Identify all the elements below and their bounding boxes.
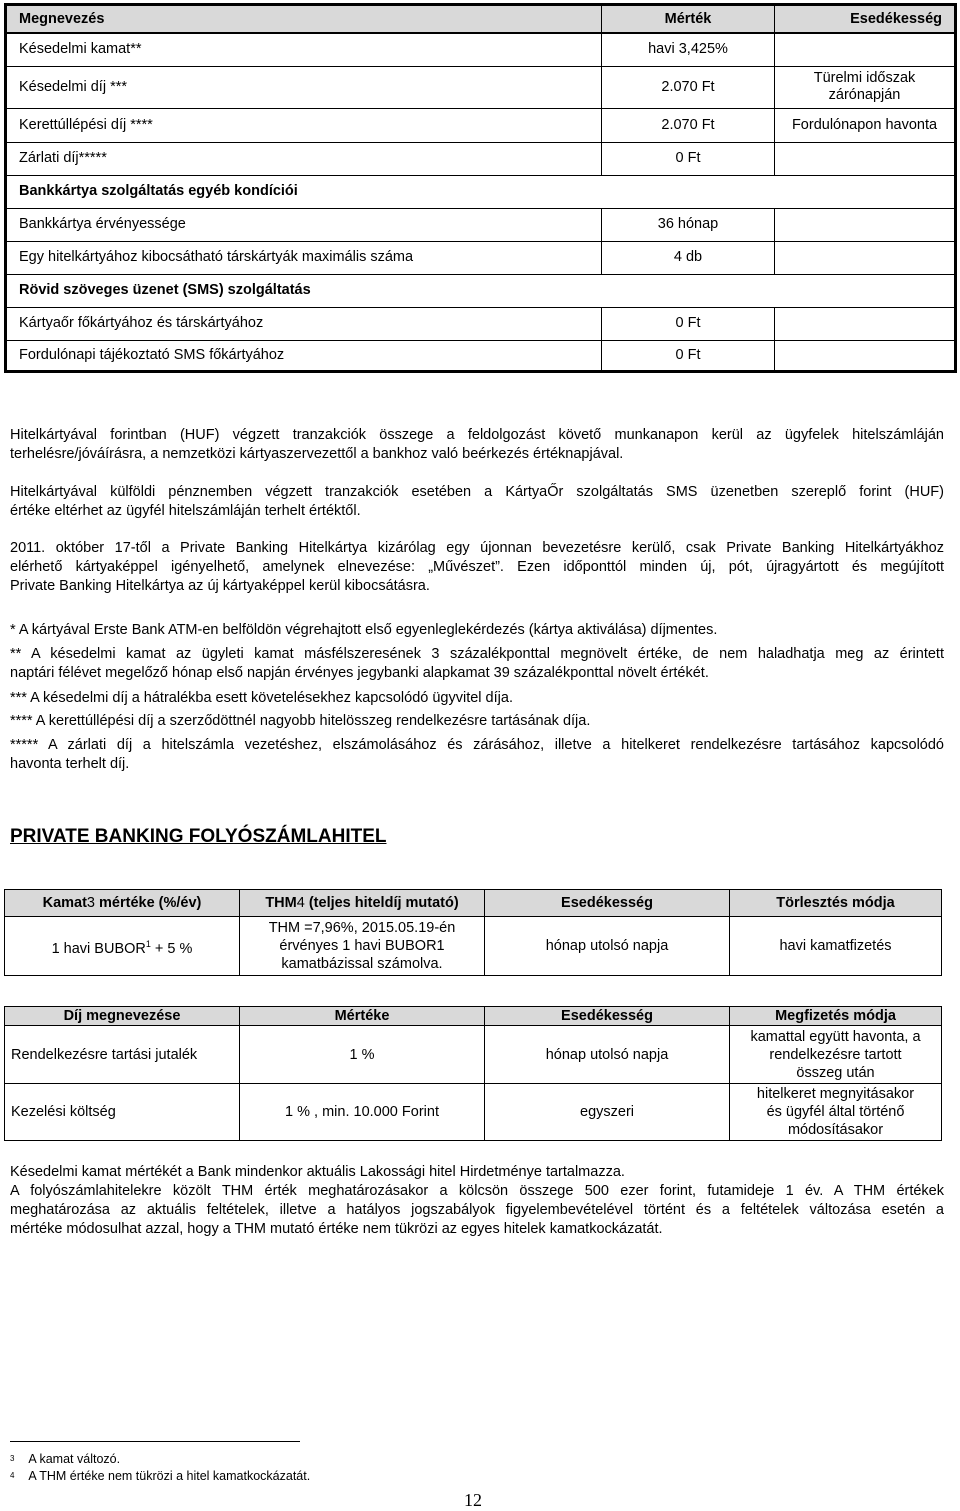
row-name: Fordulónapi tájékoztató SMS főkártyához [6, 340, 602, 371]
table-row [6, 241, 956, 274]
note-2: ** A késedelmi kamat az ügyleti kamat másfélszeresének 3 százalékponttal megnövelt értéke, de nem haladhatja meg az érintett naptári félévet megelőző hónap első napján érvényes jegybanki alapkamat 39 százalékponttal növelt értékét. [10, 646, 944, 681]
row-name: Kerettúllépési díj **** [6, 108, 602, 142]
fee-name: Rendelkezésre tartási jutalék [5, 1026, 240, 1084]
table-row [6, 66, 956, 108]
header-rate: Kamat3 mértéke (%/év) [5, 890, 240, 917]
row-due [775, 340, 956, 371]
footnote-3: $^3$ A kamat változó. [10, 1452, 121, 1466]
repayment-value: havi kamatfizetés [730, 917, 942, 976]
row-due [775, 241, 956, 274]
section-heading: PRIVATE BANKING FOLYÓSZÁMLAHITEL [10, 826, 387, 847]
due-value: hónap utolsó napja [485, 917, 730, 976]
row-due [775, 208, 956, 241]
footnote-4: $^4$ A THM értéke nem tükrözi a hitel kamatkockázatát. [10, 1469, 311, 1483]
row-name: Késedelmi díj *** [6, 66, 602, 108]
rate-table-header [5, 890, 942, 917]
fee-due: hónap utolsó napja [485, 1026, 730, 1084]
fee-name: Kezelési költség [5, 1084, 240, 1141]
note-1: * A kártyával Erste Bank ATM-en belföldön végrehajtott első egyenleglekérdezés (kártya aktiválása) díjmentes. [10, 622, 718, 638]
header-due: Esedékesség [485, 890, 730, 917]
section-title: Bankkártya szolgáltatás egyéb kondíciói [6, 175, 956, 208]
fee-due: egyszeri [485, 1084, 730, 1141]
row-due [775, 33, 956, 66]
thm-value: THM =7,96%, 2015.05.19-én érvényes 1 havi BUBOR1 kamatbázissal számolva. [240, 917, 485, 976]
paragraph-foreign: Hitelkártyával külföldi pénznemben végzett tranzakciók esetében a KártyaŐr szolgáltatás SMS üzenetben szereplő forint (HUF) értéke eltérhet az ügyfél hitelszámláján terhelt értéktől. [10, 484, 944, 519]
header-thm: THM4 (teljes hiteldíj mutató) [240, 890, 485, 917]
row-due [775, 142, 956, 175]
table-row [6, 340, 956, 371]
header-value: Mérték [602, 5, 775, 34]
row-value: 0 Ft [602, 142, 775, 175]
fee-value: 1 % , min. 10.000 Forint [240, 1084, 485, 1141]
fee-payment: kamattal együtt havonta, a rendelkezésre tartott összeg után [730, 1026, 942, 1084]
section-row [6, 274, 956, 307]
table-row [6, 142, 956, 175]
header-fee-name: Díj megnevezése [5, 1007, 240, 1026]
row-name: Egy hitelkártyához kibocsátható társkártyák maximális száma [6, 241, 602, 274]
fee-value: 1 % [240, 1026, 485, 1084]
rate-value: 1 havi $BUBOR^1 + 5$ % [5, 917, 240, 976]
row-due: Fordulónapon havonta [775, 108, 956, 142]
footnote-divider [10, 1441, 300, 1442]
table-row [6, 108, 956, 142]
paragraph-huf: Hitelkártyával forintban (HUF) végzett tranzakciók összege a feldolgozást követő munkanapon kerül az ügyfelek hitelszámláján terhelésre/jóváírásra, a nemzetközi kártyaszervezettől a bankhoz való beérkezés értéknapjával. [10, 427, 944, 462]
table-row [6, 208, 956, 241]
row-due: Türelmi időszak zárónapján [775, 66, 956, 108]
paragraph-thm-info: Késedelmi kamat mértékét a Bank mindenkor aktuális Lakossági hitel Hirdetménye tartalmazza. A folyószámlahitelekre közölt THM érték meghatározásakor a kölcsön összege 500 ezer forint, futamideje 1 év. A THM értékek meghatározása az aktuális feltételek, illetve a hatályos jogszabályok figyelembevételével történt és a feltételek változása esetén a mértéke módosulhat azzal, hogy a THM mutató értéke nem tükrözi az egyes hitelek kamatkockázatát. [10, 1164, 944, 1237]
header-fee-value: Mértéke [240, 1007, 485, 1026]
fee-table-2-header [5, 1007, 942, 1026]
row-name: Bankkártya érvényessége [6, 208, 602, 241]
header-due: Esedékesség [775, 5, 956, 34]
section-row [6, 175, 956, 208]
row-value: 2.070 Ft [602, 108, 775, 142]
note-4: **** A kerettúllépési díj a szerződöttnél nagyobb hitelösszeg rendelkezésre tartásának díja. [10, 713, 591, 729]
fee-table [4, 3, 957, 373]
header-repayment: Törlesztés módja [730, 890, 942, 917]
header-name: Megnevezés [6, 5, 602, 34]
row-value: 36 hónap [602, 208, 775, 241]
section-title: Rövid szöveges üzenet (SMS) szolgáltatás [6, 274, 956, 307]
row-value: 0 Ft [602, 307, 775, 340]
row-due [775, 307, 956, 340]
table-row [6, 33, 956, 66]
table-row [5, 1084, 942, 1141]
table-row [5, 1026, 942, 1084]
row-value: 0 Ft [602, 340, 775, 371]
row-value: havi 3,425% [602, 33, 775, 66]
row-name: Zárlati díj***** [6, 142, 602, 175]
fee-payment: hitelkeret megnyitásakor és ügyfél által történő módosításakor [730, 1084, 942, 1141]
fee-table-2 [4, 1006, 942, 1141]
rate-table [4, 889, 942, 976]
row-value: 4 db [602, 241, 775, 274]
fee-table-header [6, 5, 956, 34]
paragraph-private-banking-card: 2011. október 17-től a Private Banking Hitelkártya kizárólag egy újonnan bevezetésre kerülő, csak Private Banking Hitelkártyákhoz elérhető kártyaképpel igényelhető, amelynek elnevezése: „Művészet”. Ezen időponttól minden új, pót, újragyártott és megújított Private Banking Hitelkártya az új kártyaképpel kerül kibocsátásra. [10, 540, 944, 594]
header-fee-due: Esedékesség [485, 1007, 730, 1026]
table-row [5, 917, 942, 976]
header-payment: Megfizetés módja [730, 1007, 942, 1026]
row-name: Késedelmi kamat** [6, 33, 602, 66]
table-row [6, 307, 956, 340]
row-value: 2.070 Ft [602, 66, 775, 108]
row-name: Kártyaőr főkártyához és társkártyához [6, 307, 602, 340]
page-number: 12 [464, 1490, 482, 1510]
note-3: *** A késedelmi díj a hátralékba esett követelésekhez kapcsolódó ügyvitel díja. [10, 690, 513, 706]
note-5: ***** A zárlati díj a hitelszámla vezetéshez, elszámolásához és zárásához, illetve a hitelkeret rendelkezésre tartásához kapcsolódó havonta terhelt díj. [10, 737, 944, 772]
